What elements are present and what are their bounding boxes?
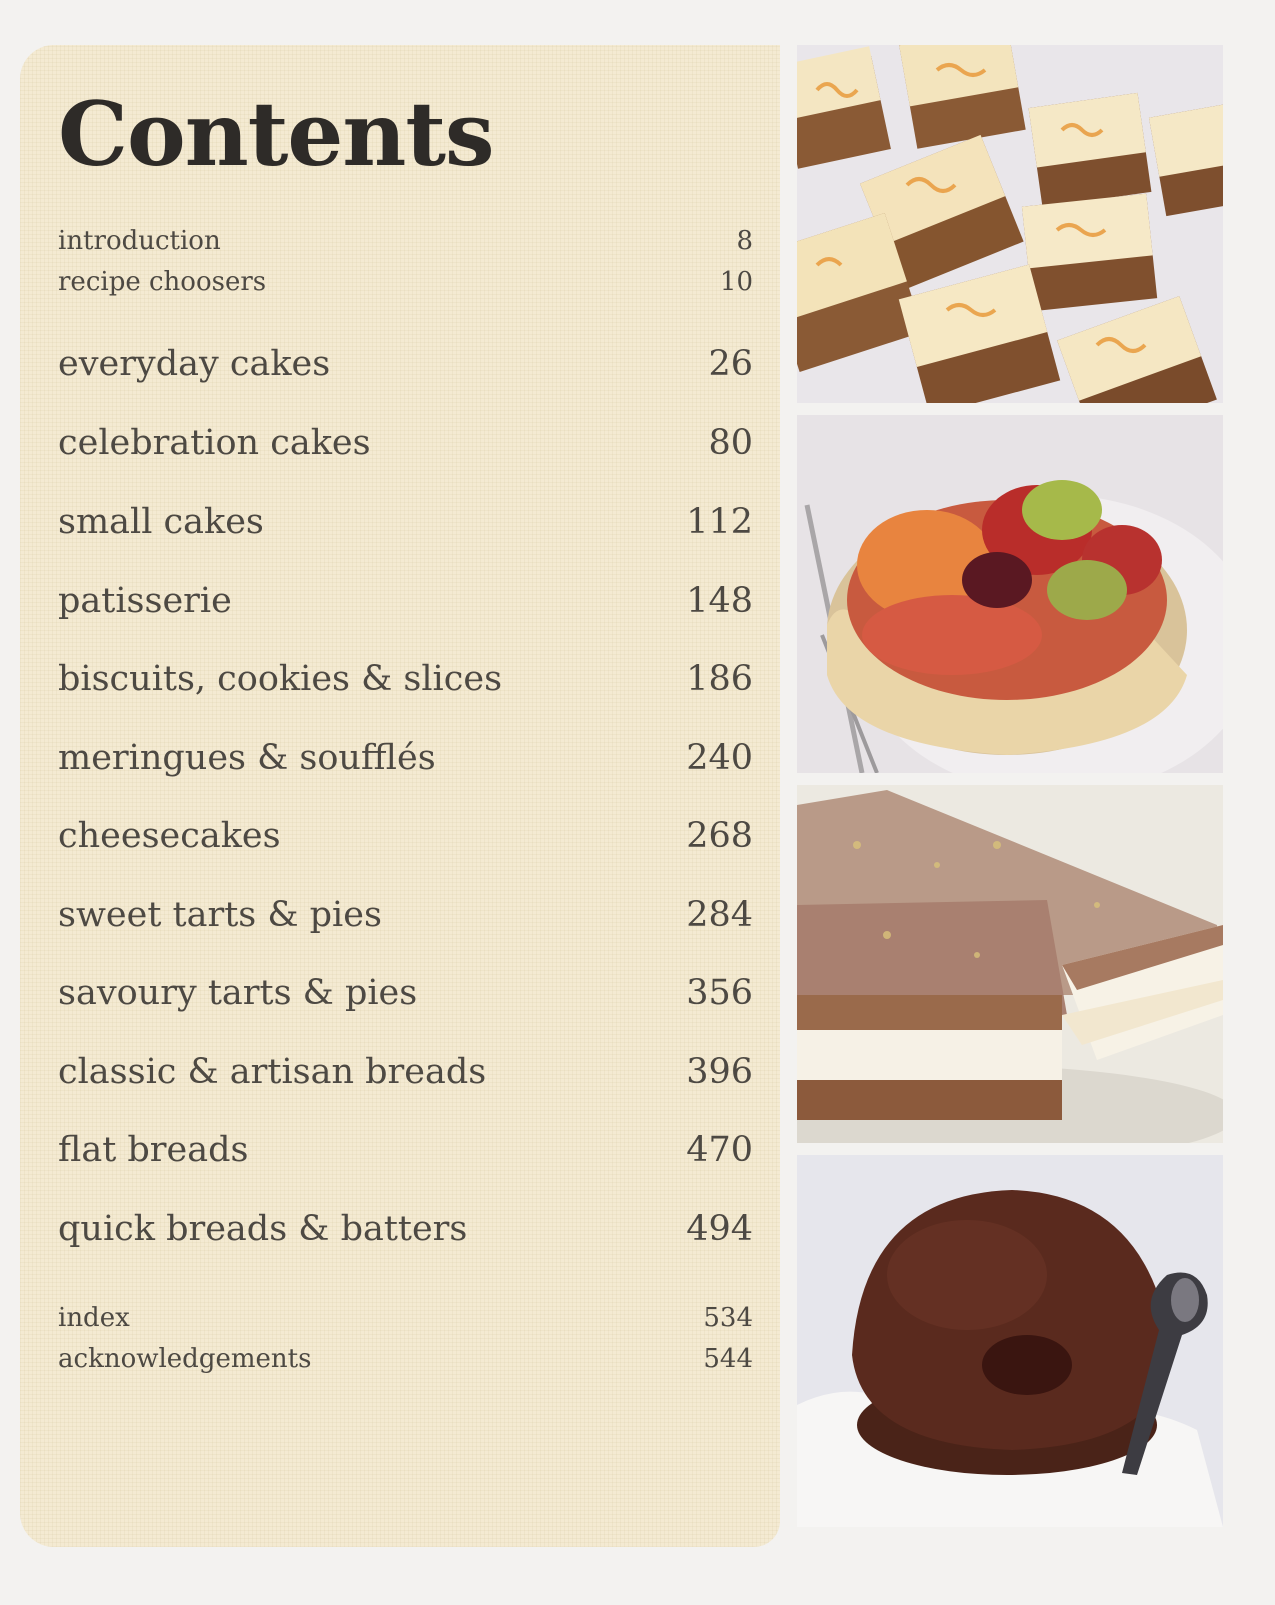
page-title: Contents	[58, 82, 494, 186]
toc-entry-cheesecakes[interactable]	[58, 816, 753, 856]
toc-entry-sweet-tarts-pies[interactable]	[58, 895, 753, 935]
toc-entry-everyday-cakes[interactable]	[58, 344, 753, 384]
toc-page-number: 10	[719, 267, 753, 297]
toc-page-number: 396	[686, 1052, 753, 1092]
toc-page-number: 544	[703, 1344, 753, 1374]
toc-entry-recipe-choosers[interactable]	[58, 267, 753, 297]
toc-label: flat breads	[58, 1130, 249, 1170]
toc-entry-introduction[interactable]	[58, 226, 753, 256]
toc-page-number: 186	[686, 659, 753, 699]
toc-label: introduction	[58, 226, 221, 256]
toc-entry-savoury-tarts-pies[interactable]	[58, 973, 753, 1013]
iced-squares-photo	[797, 45, 1223, 403]
toc-label: meringues & soufflés	[58, 738, 436, 778]
toc-entry-meringues-souffles[interactable]	[58, 738, 753, 778]
toc-label: patisserie	[58, 581, 232, 621]
toc-entry-small-cakes[interactable]	[58, 502, 753, 542]
toc-entry-acknowledgements[interactable]	[58, 1344, 753, 1374]
toc-page-number: 284	[686, 895, 753, 935]
toc-entry-index[interactable]	[58, 1303, 753, 1333]
toc-entry-classic-artisan-breads[interactable]	[58, 1052, 753, 1092]
toc-page-number: 80	[708, 423, 753, 463]
toc-page-number: 148	[686, 581, 753, 621]
chocolate-fondant-photo	[797, 1155, 1223, 1527]
toc-page-number: 494	[686, 1209, 753, 1249]
toc-label: biscuits, cookies & slices	[58, 659, 503, 699]
toc-entry-biscuits-cookies-slices[interactable]	[58, 659, 753, 699]
toc-entry-celebration-cakes[interactable]	[58, 423, 753, 463]
toc-label: recipe choosers	[58, 267, 267, 297]
toc-label: savoury tarts & pies	[58, 973, 418, 1013]
toc-entry-patisserie[interactable]	[58, 581, 753, 621]
toc-page-number: 26	[708, 344, 753, 384]
toc-label: small cakes	[58, 502, 264, 542]
toc-entry-flat-breads[interactable]	[58, 1130, 753, 1170]
toc-page-number: 240	[686, 738, 753, 778]
toc-page-number: 534	[703, 1303, 753, 1333]
toc-label: celebration cakes	[58, 423, 371, 463]
toc-page-number: 8	[736, 226, 753, 256]
toc-entry-quick-breads-batters[interactable]	[58, 1209, 753, 1249]
toc-page-number: 112	[686, 502, 753, 542]
toc-label: acknowledgements	[58, 1344, 312, 1374]
toc-page-number: 268	[686, 816, 753, 856]
toc-page-number: 470	[686, 1130, 753, 1170]
toc-page-number: 356	[686, 973, 753, 1013]
toc-label: quick breads & batters	[58, 1209, 468, 1249]
toc-label: index	[58, 1303, 130, 1333]
fruit-tart-photo	[797, 415, 1223, 773]
toc-label: classic & artisan breads	[58, 1052, 487, 1092]
toc-label: sweet tarts & pies	[58, 895, 382, 935]
sponge-cake-photo	[797, 785, 1223, 1143]
toc-label: cheesecakes	[58, 816, 281, 856]
toc-label: everyday cakes	[58, 344, 331, 384]
